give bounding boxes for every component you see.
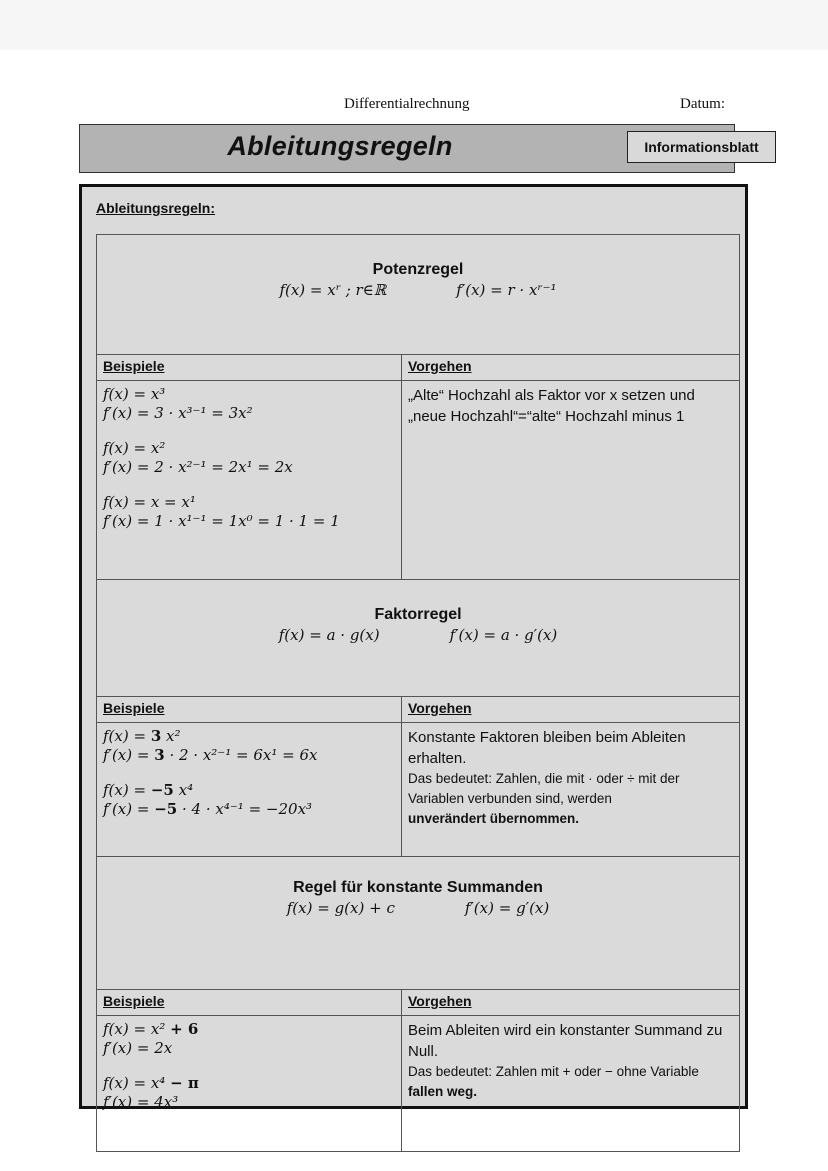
rule-name: Faktorregel <box>374 606 462 623</box>
example-line: f′(x) = 2x <box>103 1039 173 1057</box>
procedure-note: Das bedeutet: Zahlen, die mit · oder ÷ mit der Variablen verbunden sind, werden <box>408 771 680 806</box>
example-line: f′(x) = 1 · x¹⁻¹ = 1x⁰ = 1 · 1 = 1 <box>103 512 340 530</box>
procedure-line: „Alte“ Hochzahl als Faktor vor x setzen und <box>408 387 695 404</box>
procedure-note: Das bedeutet: Zahlen mit + oder − ohne Variable fallen weg. <box>408 1064 699 1099</box>
example-line: f′(x) = 3 · x³⁻¹ = 3x² <box>103 404 253 422</box>
column-header-examples: Beispiele <box>97 697 402 723</box>
examples-cell <box>97 1016 402 1152</box>
example-line: f(x) = x² + 6 <box>103 1020 199 1038</box>
rule-formula-right: f′(x) = g′(x) <box>464 899 550 917</box>
procedure-emphasis: unverändert übernommen. <box>408 811 580 826</box>
procedure-cell <box>402 1016 740 1152</box>
example-line: f(x) = x³ <box>103 385 166 403</box>
rules-table <box>96 234 740 1152</box>
column-header-examples: Beispiele <box>97 355 402 381</box>
subject-label: Differentialrechnung <box>344 96 470 112</box>
procedure-line: „neue Hochzahl“=“alte“ Hochzahl minus 1 <box>408 408 685 425</box>
rule-name: Regel für konstante Summanden <box>293 879 543 896</box>
examples-cell <box>97 381 402 580</box>
example-line: f(x) = x⁴ − π <box>103 1074 199 1092</box>
rules-frame <box>79 184 748 1109</box>
procedure-emphasis: fallen weg. <box>408 1084 478 1099</box>
example-line: f′(x) = 3 · 2 · x²⁻¹ = 6x¹ = 6x <box>103 746 318 764</box>
procedure-cell <box>402 381 740 580</box>
rule-row-constant <box>97 857 740 990</box>
column-header-procedure: Vorgehen <box>402 697 740 723</box>
rule-name: Potenzregel <box>372 261 464 278</box>
rule-formula-left: f(x) = g(x) + c <box>286 899 395 917</box>
date-label: Datum: <box>680 96 725 112</box>
rule-formula-left: f(x) = xʳ ; r∈ℝ <box>279 281 387 299</box>
rule-formula-left: f(x) = a · g(x) <box>278 626 380 644</box>
example-line: f′(x) = 2 · x²⁻¹ = 2x¹ = 2x <box>103 458 293 476</box>
examples-cell <box>97 723 402 857</box>
procedure-main: Beim Ableiten wird ein konstanter Summand zu Null. <box>408 1022 723 1060</box>
rule-formula-right: f′(x) = a · g′(x) <box>449 626 558 644</box>
rule-row-power <box>97 235 740 355</box>
example-line: f(x) = 3 x² <box>103 727 181 745</box>
info-badge: Informationsblatt <box>627 131 776 163</box>
page-title: Ableitungsregeln <box>227 131 453 161</box>
example-line: f(x) = x = x¹ <box>103 493 196 511</box>
column-header-procedure: Vorgehen <box>402 355 740 381</box>
column-header-procedure: Vorgehen <box>402 990 740 1016</box>
example-line: f(x) = x² <box>103 439 166 457</box>
procedure-main: Konstante Faktoren bleiben beim Ableiten erhalten. <box>408 729 686 767</box>
rule-formula-right: f′(x) = r · xʳ⁻¹ <box>456 281 557 299</box>
rule-row-factor <box>97 580 740 697</box>
example-line: f′(x) = 4x³ <box>103 1093 179 1111</box>
example-line: f′(x) = −5 · 4 · x⁴⁻¹ = −20x³ <box>103 800 313 818</box>
column-header-examples: Beispiele <box>97 990 402 1016</box>
procedure-cell <box>402 723 740 857</box>
section-heading: Ableitungsregeln: <box>96 200 216 216</box>
top-band <box>0 0 828 50</box>
example-line: f(x) = −5 x⁴ <box>103 781 194 799</box>
